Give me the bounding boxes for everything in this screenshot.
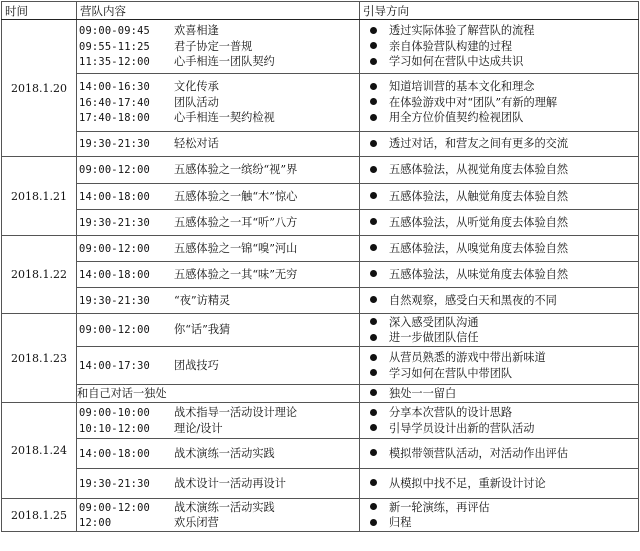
header-date: 时间 bbox=[2, 2, 77, 20]
guide-cell bbox=[360, 385, 639, 403]
day-date: 2018.1.20 bbox=[2, 20, 77, 157]
schedule-row bbox=[2, 314, 639, 347]
guide-cell bbox=[360, 20, 639, 74]
header-guide: 引导方向 bbox=[360, 2, 639, 20]
activity-line bbox=[77, 405, 359, 420]
activity-cell bbox=[77, 314, 360, 347]
activity-cell bbox=[77, 469, 360, 499]
activity-time: 09:00-12:00 bbox=[79, 164, 151, 177]
activity-title: 五感体验之一耳“听”八方 bbox=[174, 215, 298, 229]
activity-time: 19:30-21:30 bbox=[79, 138, 151, 151]
activity-title: 君子协定一普规 bbox=[174, 39, 253, 53]
guide-line bbox=[360, 54, 638, 69]
activity-cell bbox=[77, 439, 360, 469]
bullet-icon bbox=[370, 192, 377, 199]
guide-cell bbox=[360, 499, 639, 532]
activity-time: 09:00-12:00 bbox=[79, 501, 151, 514]
bullet-icon bbox=[370, 42, 377, 49]
bullet-icon bbox=[370, 409, 377, 416]
guide-line bbox=[360, 215, 638, 230]
activity-time: 09:00-12:00 bbox=[79, 324, 151, 337]
guide-line bbox=[360, 446, 638, 461]
guide-text: 学习如何在营队中达成共识 bbox=[389, 55, 524, 69]
activity-line bbox=[77, 136, 359, 151]
bullet-icon bbox=[370, 318, 377, 325]
schedule-row bbox=[2, 20, 639, 74]
activity-time: 14:00-16:30 bbox=[79, 81, 151, 94]
activity-time: 19:30-21:30 bbox=[79, 477, 151, 490]
activity-title: “夜”访精灵 bbox=[174, 293, 231, 307]
guide-cell bbox=[360, 132, 639, 157]
day-date: 2018.1.21 bbox=[2, 157, 77, 236]
guide-text: 从营员熟悉的游戏中带出新味道 bbox=[389, 351, 546, 365]
activity-line bbox=[77, 293, 359, 308]
activity-cell bbox=[77, 347, 360, 385]
activity-line bbox=[77, 358, 359, 373]
schedule-row bbox=[2, 347, 639, 385]
activity-time: 14:00-17:30 bbox=[79, 359, 151, 372]
activity-title: 战术演练一活动实践 bbox=[174, 500, 275, 514]
guide-line bbox=[360, 515, 638, 530]
guide-cell bbox=[360, 469, 639, 499]
guide-line bbox=[360, 315, 638, 330]
bullet-icon bbox=[370, 27, 377, 34]
guide-text: 模拟带领营队活动，对活动作出评估 bbox=[389, 446, 569, 460]
bullet-icon bbox=[370, 369, 377, 376]
guide-text: 进一步做团队信任 bbox=[389, 331, 479, 344]
activity-line bbox=[77, 241, 359, 256]
guide-line bbox=[360, 136, 638, 151]
schedule-row bbox=[2, 184, 639, 210]
schedule-row bbox=[2, 210, 639, 236]
bullet-icon bbox=[370, 114, 377, 121]
activity-title: 五感体验之一缤纷“视”界 bbox=[174, 163, 298, 177]
activity-line bbox=[77, 23, 359, 38]
guide-cell bbox=[360, 314, 639, 347]
activity-line bbox=[77, 162, 359, 177]
schedule-body bbox=[2, 20, 639, 532]
guide-text: 亲自体验营队构建的过程 bbox=[389, 39, 513, 53]
day-date: 2018.1.25 bbox=[2, 499, 77, 532]
schedule-row bbox=[2, 236, 639, 262]
bullet-icon bbox=[370, 424, 377, 431]
guide-text: 五感体验法，从嗅觉角度去体验自然 bbox=[389, 241, 569, 255]
activity-line bbox=[77, 515, 359, 530]
bullet-icon bbox=[370, 389, 377, 396]
activity-cell bbox=[77, 20, 360, 74]
activity-title: 团战技巧 bbox=[174, 358, 219, 372]
activity-title: 理论/设计 bbox=[174, 421, 223, 435]
guide-line bbox=[360, 241, 638, 256]
activity-cell bbox=[77, 499, 360, 532]
guide-text: 五感体验法，从味觉角度去体验自然 bbox=[389, 267, 569, 281]
schedule-row bbox=[2, 403, 639, 439]
activity-time: 17:40-18:00 bbox=[79, 112, 151, 125]
guide-cell bbox=[360, 403, 639, 439]
header-row bbox=[2, 2, 639, 20]
guide-line bbox=[360, 79, 638, 94]
activity-cell bbox=[77, 210, 360, 236]
schedule-row bbox=[2, 74, 639, 132]
activity-cell bbox=[77, 403, 360, 439]
activity-line bbox=[77, 110, 359, 125]
activity-line bbox=[77, 446, 359, 461]
guide-line bbox=[360, 189, 638, 204]
guide-text: 自然观察，感受白天和黑夜的不同 bbox=[389, 293, 557, 307]
bullet-icon bbox=[370, 449, 377, 456]
activity-time: 11:35-12:00 bbox=[79, 56, 151, 69]
activity-cell bbox=[77, 262, 360, 288]
activity-cell bbox=[77, 288, 360, 314]
guide-text: 透过对话，和营友之间有更多的交流 bbox=[389, 137, 569, 151]
activity-line bbox=[77, 95, 359, 110]
activity-title: 心手相连一契约检视 bbox=[174, 111, 275, 125]
activity-line bbox=[77, 39, 359, 54]
bullet-icon bbox=[370, 334, 377, 341]
guide-text: 知道培训营的基本文化和理念 bbox=[389, 80, 535, 94]
activity-cell bbox=[77, 74, 360, 132]
schedule-row bbox=[2, 132, 639, 157]
schedule-row bbox=[2, 385, 639, 403]
guide-line bbox=[360, 23, 638, 38]
activity-line bbox=[77, 267, 359, 282]
guide-text: 深入感受团队沟通 bbox=[389, 315, 479, 329]
guide-text: 从模拟中找不足，重新设计讨论 bbox=[389, 476, 546, 490]
activity-line bbox=[77, 215, 359, 230]
activity-title: 团队活动 bbox=[174, 95, 219, 109]
guide-text: 归程 bbox=[389, 516, 412, 529]
schedule-row bbox=[2, 469, 639, 499]
activity-time: 16:40-17:40 bbox=[79, 96, 151, 109]
bullet-icon bbox=[370, 296, 377, 303]
bullet-icon bbox=[370, 218, 377, 225]
guide-cell bbox=[360, 210, 639, 236]
schedule-table bbox=[1, 1, 639, 532]
guide-text: 用全方位价值契约检视团队 bbox=[389, 111, 524, 125]
guide-line bbox=[360, 405, 638, 420]
guide-text: 五感体验法，从视觉角度去体验自然 bbox=[389, 163, 569, 177]
activity-time: 14:00-18:00 bbox=[79, 190, 151, 203]
day-date: 2018.1.23 bbox=[2, 314, 77, 403]
guide-cell bbox=[360, 236, 639, 262]
activity-title: 欢乐闭营 bbox=[174, 516, 219, 529]
bullet-icon bbox=[370, 98, 377, 105]
guide-text: 引导学员设计出新的营队活动 bbox=[389, 421, 535, 435]
activity-cell bbox=[77, 184, 360, 210]
bullet-icon bbox=[370, 479, 377, 486]
activity-title: 和自己对话一独处 bbox=[77, 386, 167, 400]
activity-line bbox=[77, 79, 359, 94]
guide-cell bbox=[360, 157, 639, 184]
activity-cell bbox=[77, 385, 360, 403]
activity-line bbox=[77, 54, 359, 69]
activity-title: 心手相连一团队契约 bbox=[174, 55, 275, 69]
bullet-icon bbox=[370, 166, 377, 173]
activity-time: 10:10-12:00 bbox=[79, 422, 151, 435]
activity-time: 19:30-21:30 bbox=[79, 294, 151, 307]
schedule-row bbox=[2, 499, 639, 532]
guide-cell bbox=[360, 288, 639, 314]
bullet-icon bbox=[370, 503, 377, 510]
guide-text: 透过实际体验了解营队的流程 bbox=[389, 24, 535, 38]
day-date: 2018.1.22 bbox=[2, 236, 77, 314]
activity-title: 文化传承 bbox=[174, 80, 219, 94]
guide-line bbox=[360, 421, 638, 436]
activity-time: 09:00-12:00 bbox=[79, 242, 151, 255]
guide-line bbox=[360, 386, 638, 401]
schedule-row bbox=[2, 288, 639, 314]
guide-line bbox=[360, 267, 638, 282]
guide-text: 在体验游戏中对“团队”有新的理解 bbox=[389, 95, 558, 109]
activity-time: 09:55-11:25 bbox=[79, 40, 151, 53]
guide-line bbox=[360, 39, 638, 54]
bullet-icon bbox=[370, 244, 377, 251]
guide-cell bbox=[360, 184, 639, 210]
activity-title: 五感体验之一锦“嗅”河山 bbox=[174, 241, 298, 255]
guide-line bbox=[360, 293, 638, 308]
bullet-icon bbox=[370, 140, 377, 147]
activity-title: 你“话”我猜 bbox=[174, 323, 231, 337]
bullet-icon bbox=[370, 519, 377, 526]
guide-text: 五感体验法，从触觉角度去体验自然 bbox=[389, 189, 569, 203]
guide-text: 新一轮演练，再评估 bbox=[389, 500, 490, 514]
guide-line bbox=[360, 110, 638, 125]
activity-cell bbox=[77, 157, 360, 184]
schedule-row bbox=[2, 439, 639, 469]
activity-time: 14:00-18:00 bbox=[79, 447, 151, 460]
guide-line bbox=[360, 500, 638, 515]
guide-text: 学习如何在营队中带团队 bbox=[389, 366, 513, 380]
activity-line bbox=[77, 476, 359, 491]
schedule-row bbox=[2, 157, 639, 184]
activity-title: 五感体验之一其“味”无穷 bbox=[174, 267, 298, 281]
guide-cell bbox=[360, 439, 639, 469]
activity-line bbox=[77, 500, 359, 515]
activity-line bbox=[77, 421, 359, 436]
guide-cell bbox=[360, 262, 639, 288]
bullet-icon bbox=[370, 58, 377, 65]
guide-text: 分享本次营队的设计思路 bbox=[389, 406, 513, 420]
activity-time: 12:00 bbox=[79, 517, 112, 529]
activity-title: 欢喜相逢 bbox=[174, 24, 219, 38]
guide-line bbox=[360, 350, 638, 365]
guide-cell bbox=[360, 347, 639, 385]
activity-time: 14:00-18:00 bbox=[79, 268, 151, 281]
activity-line bbox=[77, 386, 359, 401]
guide-line bbox=[360, 162, 638, 177]
day-date: 2018.1.24 bbox=[2, 403, 77, 499]
activity-title: 战术演练一活动实践 bbox=[174, 446, 275, 460]
schedule-row bbox=[2, 262, 639, 288]
activity-title: 轻松对话 bbox=[174, 137, 219, 151]
guide-text: 五感体验法，从听觉角度去体验自然 bbox=[389, 215, 569, 229]
header-content: 营队内容 bbox=[77, 2, 360, 20]
bullet-icon bbox=[370, 354, 377, 361]
guide-line bbox=[360, 476, 638, 491]
guide-cell bbox=[360, 74, 639, 132]
guide-line bbox=[360, 366, 638, 381]
activity-title: 五感体验之一触“木”惊心 bbox=[174, 189, 298, 203]
activity-line bbox=[77, 322, 359, 337]
activity-title: 战术指导一活动设计理论 bbox=[174, 406, 298, 420]
activity-title: 战术设计一活动再设计 bbox=[174, 476, 286, 490]
bullet-icon bbox=[370, 270, 377, 277]
guide-text: 独处一一留白 bbox=[389, 386, 457, 400]
activity-time: 09:00-10:00 bbox=[79, 407, 151, 420]
activity-line bbox=[77, 189, 359, 204]
activity-cell bbox=[77, 236, 360, 262]
activity-cell bbox=[77, 132, 360, 157]
schedule-sheet bbox=[0, 1, 640, 551]
activity-time: 19:30-21:30 bbox=[79, 216, 151, 229]
guide-line bbox=[360, 95, 638, 110]
guide-line bbox=[360, 330, 638, 345]
bullet-icon bbox=[370, 83, 377, 90]
activity-time: 09:00-09:45 bbox=[79, 25, 151, 38]
